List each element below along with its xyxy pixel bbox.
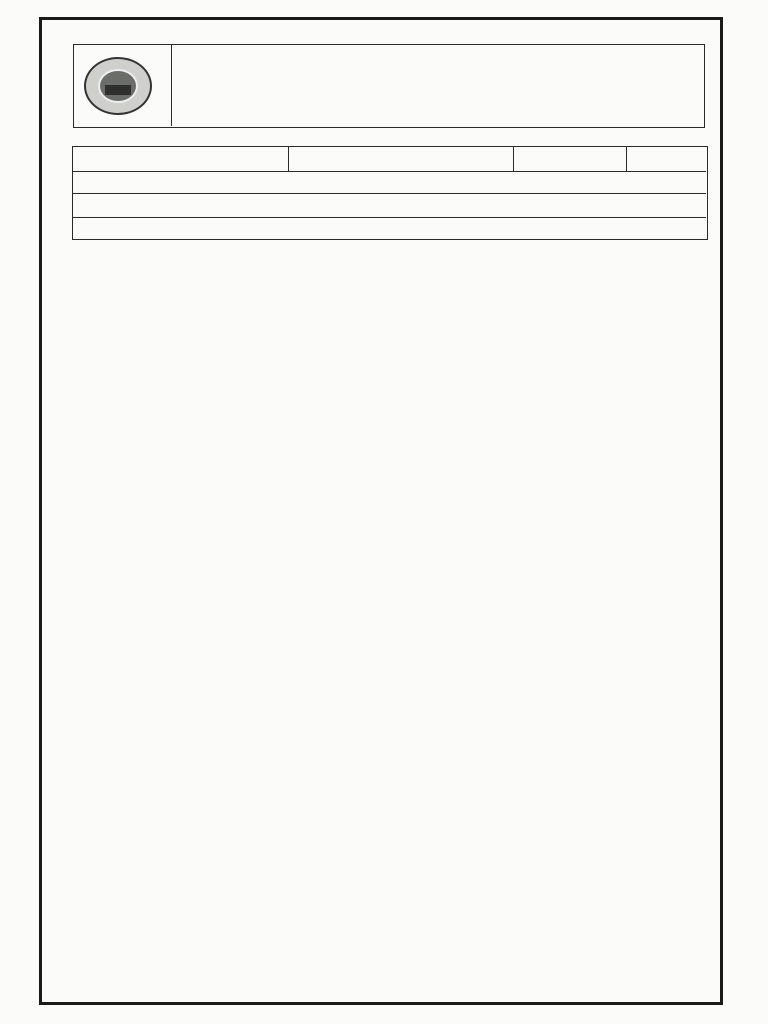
part-a-question-2: [64, 286, 704, 304]
part-a-question-5: [64, 345, 704, 363]
part-a-question-14: [64, 542, 704, 560]
part-a-question-13: [64, 521, 704, 539]
part-a-question-8: [64, 405, 704, 423]
part-a-question-1: [64, 265, 704, 283]
info-row-unit: [73, 218, 706, 239]
part-a-question-15: [64, 562, 704, 580]
part-a-question-16: [64, 582, 704, 600]
part-a-question-7: [64, 385, 704, 403]
part-a-question-11: [64, 464, 704, 482]
part-a-question-3: [64, 305, 704, 323]
part-a-question-20: [64, 682, 704, 700]
info-row-subject: [73, 194, 706, 218]
info-row-batch: [73, 147, 706, 172]
part-a-question-12: [64, 486, 704, 504]
logo-cell: [74, 45, 172, 126]
college-seal-icon: [84, 57, 152, 115]
college-header: [73, 44, 705, 128]
part-a-question-19: [64, 662, 704, 680]
course-info-table: [72, 146, 708, 240]
part-b-question-1: [64, 756, 704, 774]
part-a-question-9: [64, 425, 704, 443]
part-a-question-10: [64, 445, 704, 463]
info-row-title: [73, 172, 706, 194]
part-a-question-4: [64, 325, 704, 343]
part-a-question-6: [64, 365, 704, 383]
part-a-question-18: [64, 622, 704, 640]
part-a-question-17: [64, 602, 704, 620]
